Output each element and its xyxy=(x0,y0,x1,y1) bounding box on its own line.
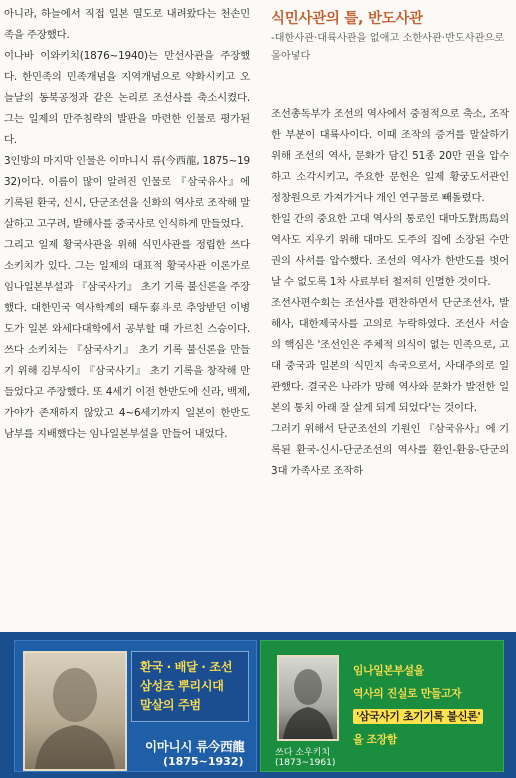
tsuda-portrait xyxy=(277,655,339,741)
tsuda-name: 쓰다 소우키치 xyxy=(275,748,331,758)
left-paragraph-3: 3인방의 마지막 인물은 이마니시 류(今西龍, 1875~1932)이다. 이름이 많이 알려진 인물로 『삼국유사』에 기록된 환국, 신시, 단군조선을 신화의 역사로 조작해 말살하고 고구려, 발해사를 중국사로 인식하게 만들었다. xyxy=(4,155,250,230)
tsuda-highlight-badge: '삼국사기 초기기록 불신론' xyxy=(353,709,483,724)
section-subtitle: -대한사관·대륙사관을 없애고 소한사관·반도사관으로 몰아넣다 xyxy=(271,33,505,62)
right-text-column xyxy=(271,4,509,482)
bottom-banner xyxy=(0,632,516,778)
quote-line-3: 말살의 주범 xyxy=(140,698,201,712)
tsuda-years: (1873~1961) xyxy=(275,758,336,768)
left-paragraph-1: 아니라, 하늘에서 직접 일본 열도로 내려왔다는 천손민족을 주장했다. xyxy=(4,8,250,41)
section-title: 식민사관의 틀, 반도사관 xyxy=(271,11,423,27)
left-text-column xyxy=(4,4,250,445)
tsuda-text-line-2: 역사의 진실로 만들고자 xyxy=(353,687,462,700)
tsuda-panel xyxy=(260,640,504,772)
right-paragraph-4: 그러기 위해서 단군조선의 기원인 『삼국유사』에 기록된 환국-신시-단군조선의 역사를 환인-환웅-단군의 3대 가족사로 조작하 xyxy=(271,423,509,477)
imanishi-portrait xyxy=(23,651,127,771)
imanishi-quote-box xyxy=(131,651,249,722)
imanishi-panel xyxy=(14,640,257,772)
right-paragraph-1: 조선총독부가 조선의 역사에서 중점적으로 축소, 조작한 부분이 대륙사이다. 이때 조작의 증거를 말살하기 위해 조선의 역사, 문화가 담긴 51종 20만 권을 압수하고 소각시키고, 주요한 문헌은 일제 황궁도서관인 정창원으로 가져가거나 개인 연구물로 빼돌렸다. xyxy=(271,108,509,204)
portrait-silhouette-icon xyxy=(25,653,125,769)
imanishi-years: (1875~1932) xyxy=(163,755,244,768)
imanishi-name: 이마니시 류今西龍 xyxy=(145,739,245,754)
left-paragraph-4: 그리고 일제 황국사관을 위해 식민사관를 정립한 쓰다 소키치가 있다. 그는 일제의 대표적 황국사관 이론가로 임나일본부설과 『삼국사기』 초기 기록 불신론을 주장했다. 대한민국 역사학계의 태두泰斗로 추앙받던 이병도가 일본 와세다대학에서 공부할 때 가르친 스승이다. 쓰다 소키치는 『삼국사기』 초기 기록 불신론을 만들기 위해 김부식이 『삼국사기』 초기 기록을 창작해 만들었다고 주장했다. 또 4세기 이전 한반도에 신라, 백제, 가야가 존재하지 않았고 4~6세기까지 일본이 한반도 남부를 지배했다는 임나일본부설을 만들어 내었다. xyxy=(4,239,250,440)
right-paragraph-3: 조선사편수회는 조선사를 편찬하면서 단군조선사, 발해사, 대한제국사를 고의로 누락하였다. 조선사 서술의 핵심은 '조선인은 주체적 의식이 없는 민족으로, 고대 중국과 일본의 식민지 속국으로서, 사대주의로 일관했다. 결국은 나라가 망해 역사와 문화가 발전한 일본의 통치 아래 잘 살게 되게 되었다'는 것이다. xyxy=(271,297,509,414)
portrait-silhouette-icon xyxy=(279,657,337,739)
tsuda-text-line-1: 임나일본부설을 xyxy=(353,664,424,677)
tsuda-text-line-4: 을 조장함 xyxy=(353,733,397,746)
quote-line-1: 환국 · 배달 · 조선 xyxy=(140,660,233,674)
tsuda-description xyxy=(353,659,501,751)
quote-line-2: 삼성조 뿌리시대 xyxy=(140,679,224,693)
left-paragraph-2: 이나바 이와키치(1876~1940)는 만선사관을 주장했다. 한민족의 민족개념을 지역개념으로 약화시키고 오늘날의 동북공정과 같은 논리로 조선사를 축소시켰다. 그는 일제의 만주침략의 발판을 마련한 인물로 평가된다. xyxy=(4,50,250,146)
right-paragraph-2: 한일 간의 중요한 고대 역사의 통로인 대마도對馬島의 역사도 지우기 위해 대마도 도주의 집에 소장된 수만 권의 사서를 압수했다. 조선의 역사가 한반도를 벗어날 수 없도록 1차 사료부터 철저히 인멸한 것이다. xyxy=(271,213,509,288)
